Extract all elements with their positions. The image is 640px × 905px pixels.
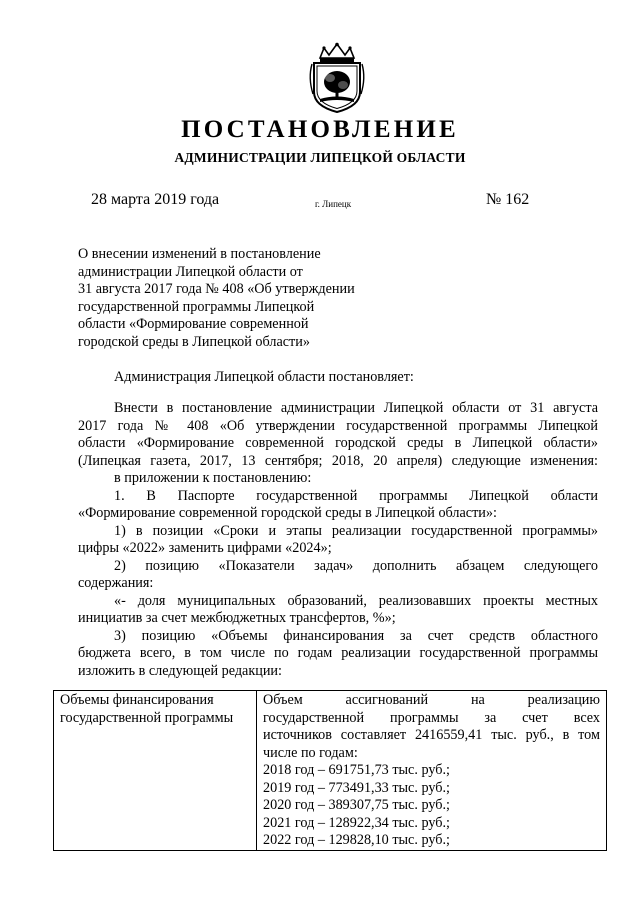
body-line: содержания:	[78, 575, 154, 591]
body-line: 1. В Паспорте государственной программы Липецкой области	[114, 487, 598, 504]
value-line: государственной программы за счет всех	[263, 709, 600, 726]
value-line: 2022 год – 129828,10 тыс. руб.;	[263, 832, 450, 848]
body-line: инициатив за счет межбюджетных трансфертов, %»;	[78, 610, 396, 626]
subject-line: администрации Липецкой области от	[78, 263, 303, 280]
value-line: 2020 год – 389307,75 тыс. руб.;	[263, 797, 450, 813]
body-line: 2) позицию «Показатели задач» дополнить абзацем следующего	[114, 557, 598, 574]
document-title: ПОСТАНОВЛЕНИЕ	[181, 116, 459, 143]
body-line: Внести в постановление администрации Липецкой области от 31 августа	[114, 400, 598, 416]
value-line: 2021 год – 128922,34 тыс. руб.;	[263, 814, 450, 831]
coat-of-arms-icon	[306, 42, 368, 114]
body-line: «Формирование современной городской среды в Липецкой области»:	[78, 505, 497, 521]
value-line: 2018 год – 691751,73 тыс. руб.;	[263, 762, 450, 778]
document-subtitle: АДМИНИСТРАЦИИ ЛИПЕЦКОЙ ОБЛАСТИ	[174, 150, 466, 165]
value-line: Объем ассигнований на реализацию	[263, 692, 600, 708]
value-line: 2019 год – 773491,33 тыс. руб.;	[263, 779, 450, 796]
body-line: 3) позицию «Объемы финансирования за счет средств областного	[114, 627, 598, 644]
document-date: 28 марта 2019 года	[91, 191, 220, 208]
body-line: 1) в позиции «Сроки и этапы реализации государственной программы»	[114, 522, 598, 539]
value-line: числе по годам:	[263, 744, 358, 761]
body-line: в приложении к постановлению:	[114, 470, 312, 486]
document-city: г. Липецк	[315, 199, 352, 209]
body-line: (Липецкая газета, 2017, 13 сентября; 2018, 20 апреля) следующие изменения:	[78, 452, 598, 469]
document-body	[78, 400, 598, 680]
document-subject	[78, 246, 398, 352]
body-line: 2017 года № 408 «Об утверждении государственной программы Липецкой	[78, 417, 598, 434]
document-number: № 162	[486, 191, 530, 208]
body-line: области «Формирование современной городской среды в Липецкой области»	[78, 435, 598, 451]
intro-paragraph: Администрация Липецкой области постановляет:	[114, 369, 414, 385]
subject-line: государственной программы Липецкой	[78, 298, 315, 315]
subject-line: городской среды в Липецкой области»	[78, 333, 310, 350]
table-value-cell	[257, 691, 607, 851]
table-label-cell	[54, 691, 257, 851]
subject-line: О внесении изменений в постановление	[78, 246, 321, 262]
label-line: Объемы финансирования	[60, 692, 214, 708]
subject-line: 31 августа 2017 года № 408 «Об утверждении	[78, 281, 355, 298]
label-line: государственной программы	[60, 709, 234, 726]
subject-line: области «Формирование современной	[78, 316, 309, 333]
body-line: бюджета всего, в том числе по годам реализации государственной программы	[78, 645, 598, 661]
table-row	[54, 691, 607, 851]
value-line: источников составляет 2416559,41 тыс. руб., в том	[263, 727, 600, 743]
body-line: «- доля муниципальных образований, реализовавших проекты местных	[114, 592, 598, 609]
financing-table	[53, 690, 607, 851]
body-line: цифры «2022» заменить цифрами «2024»;	[78, 540, 332, 556]
body-line: изложить в следующей редакции:	[78, 662, 282, 679]
